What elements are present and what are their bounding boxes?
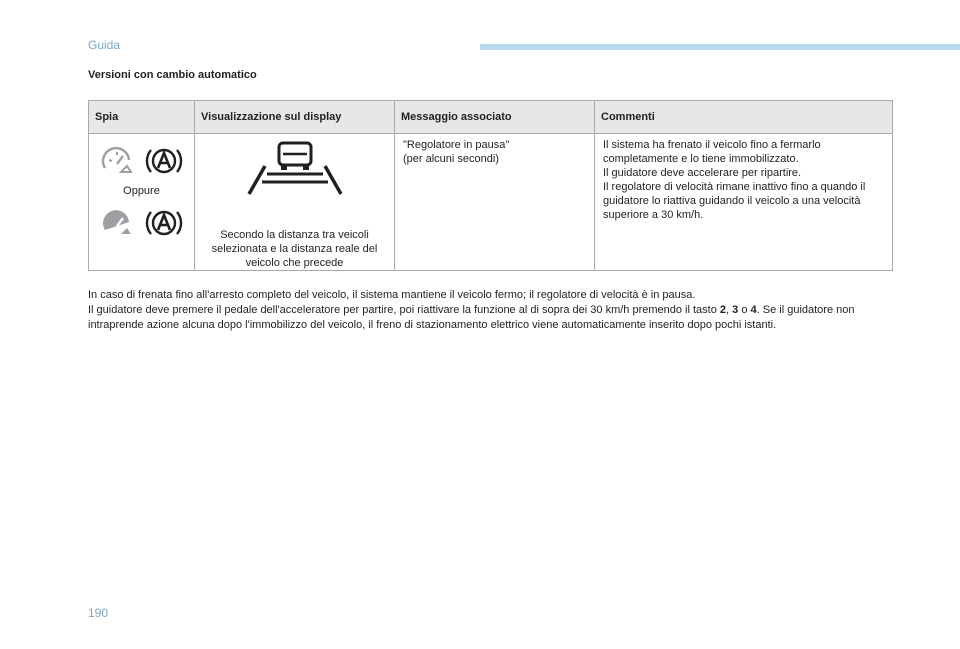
header-spia: Spia — [89, 101, 195, 134]
display-caption: Secondo la distanza tra veicoli selezionata e la distanza reale del veicolo che precede — [211, 229, 378, 269]
message-cell — [395, 134, 595, 271]
key-4: 4 — [750, 304, 757, 316]
message-line: "Regolatore in pausa" — [403, 139, 510, 151]
spia-cell — [89, 134, 195, 271]
section-label: Guida — [88, 38, 121, 52]
auto-hold-icon — [145, 144, 183, 178]
comment-line: Il regolatore di velocità rimane inattivo fino a quando il guidatore lo riattiva guidando il veicolo a una velocità superiore a 30 km/h. — [603, 181, 866, 221]
cruise-control-filled-icon — [101, 208, 135, 238]
display-cell — [195, 134, 395, 271]
header-accent-bar — [480, 44, 960, 50]
header-comments: Commenti — [595, 101, 893, 134]
distance-display-icon — [245, 140, 345, 196]
body-paragraph: In caso di frenata fino all'arresto completo del veicolo, il sistema mantiene il veicolo fermo; il regolatore di velocità è in pausa. — [88, 289, 696, 301]
message-line: (per alcuni secondi) — [403, 153, 499, 165]
body-text-part: . Se il guidatore non intraprende azione alcuna dopo l'immobilizzo del veicolo, il freno di stazionamento elettrico viene automaticamente inserito dopo pochi istanti. — [88, 304, 855, 331]
separator: , — [726, 304, 733, 316]
table-row — [89, 134, 893, 271]
comment-line: Il sistema ha frenato il veicolo fino a fermarlo completamente e lo tiene immobilizzato. — [603, 139, 821, 165]
auto-hold-icon — [145, 206, 183, 240]
oppure-label: Oppure — [123, 185, 160, 197]
section-title: Versioni con cambio automatico — [88, 69, 257, 81]
body-text-part: Il guidatore deve premere il pedale dell'acceleratore per partire, poi riattivare la funzione al di sopra dei 30 km/h premendo il tasto — [88, 304, 720, 316]
cruise-control-outline-icon — [101, 146, 135, 176]
key-3: 3 — [732, 304, 739, 316]
body-paragraph — [88, 303, 878, 333]
page-number: 190 — [88, 606, 109, 620]
comment-line: Il guidatore deve accelerare per ripartire. — [603, 167, 802, 179]
header-display: Visualizzazione sul display — [195, 101, 395, 134]
table-header-row — [89, 101, 893, 134]
key-2: 2 — [719, 304, 727, 316]
warning-table — [88, 100, 893, 271]
separator: o — [738, 304, 751, 316]
body-text — [88, 288, 878, 333]
comments-cell — [595, 134, 893, 271]
header-message: Messaggio associato — [395, 101, 595, 134]
